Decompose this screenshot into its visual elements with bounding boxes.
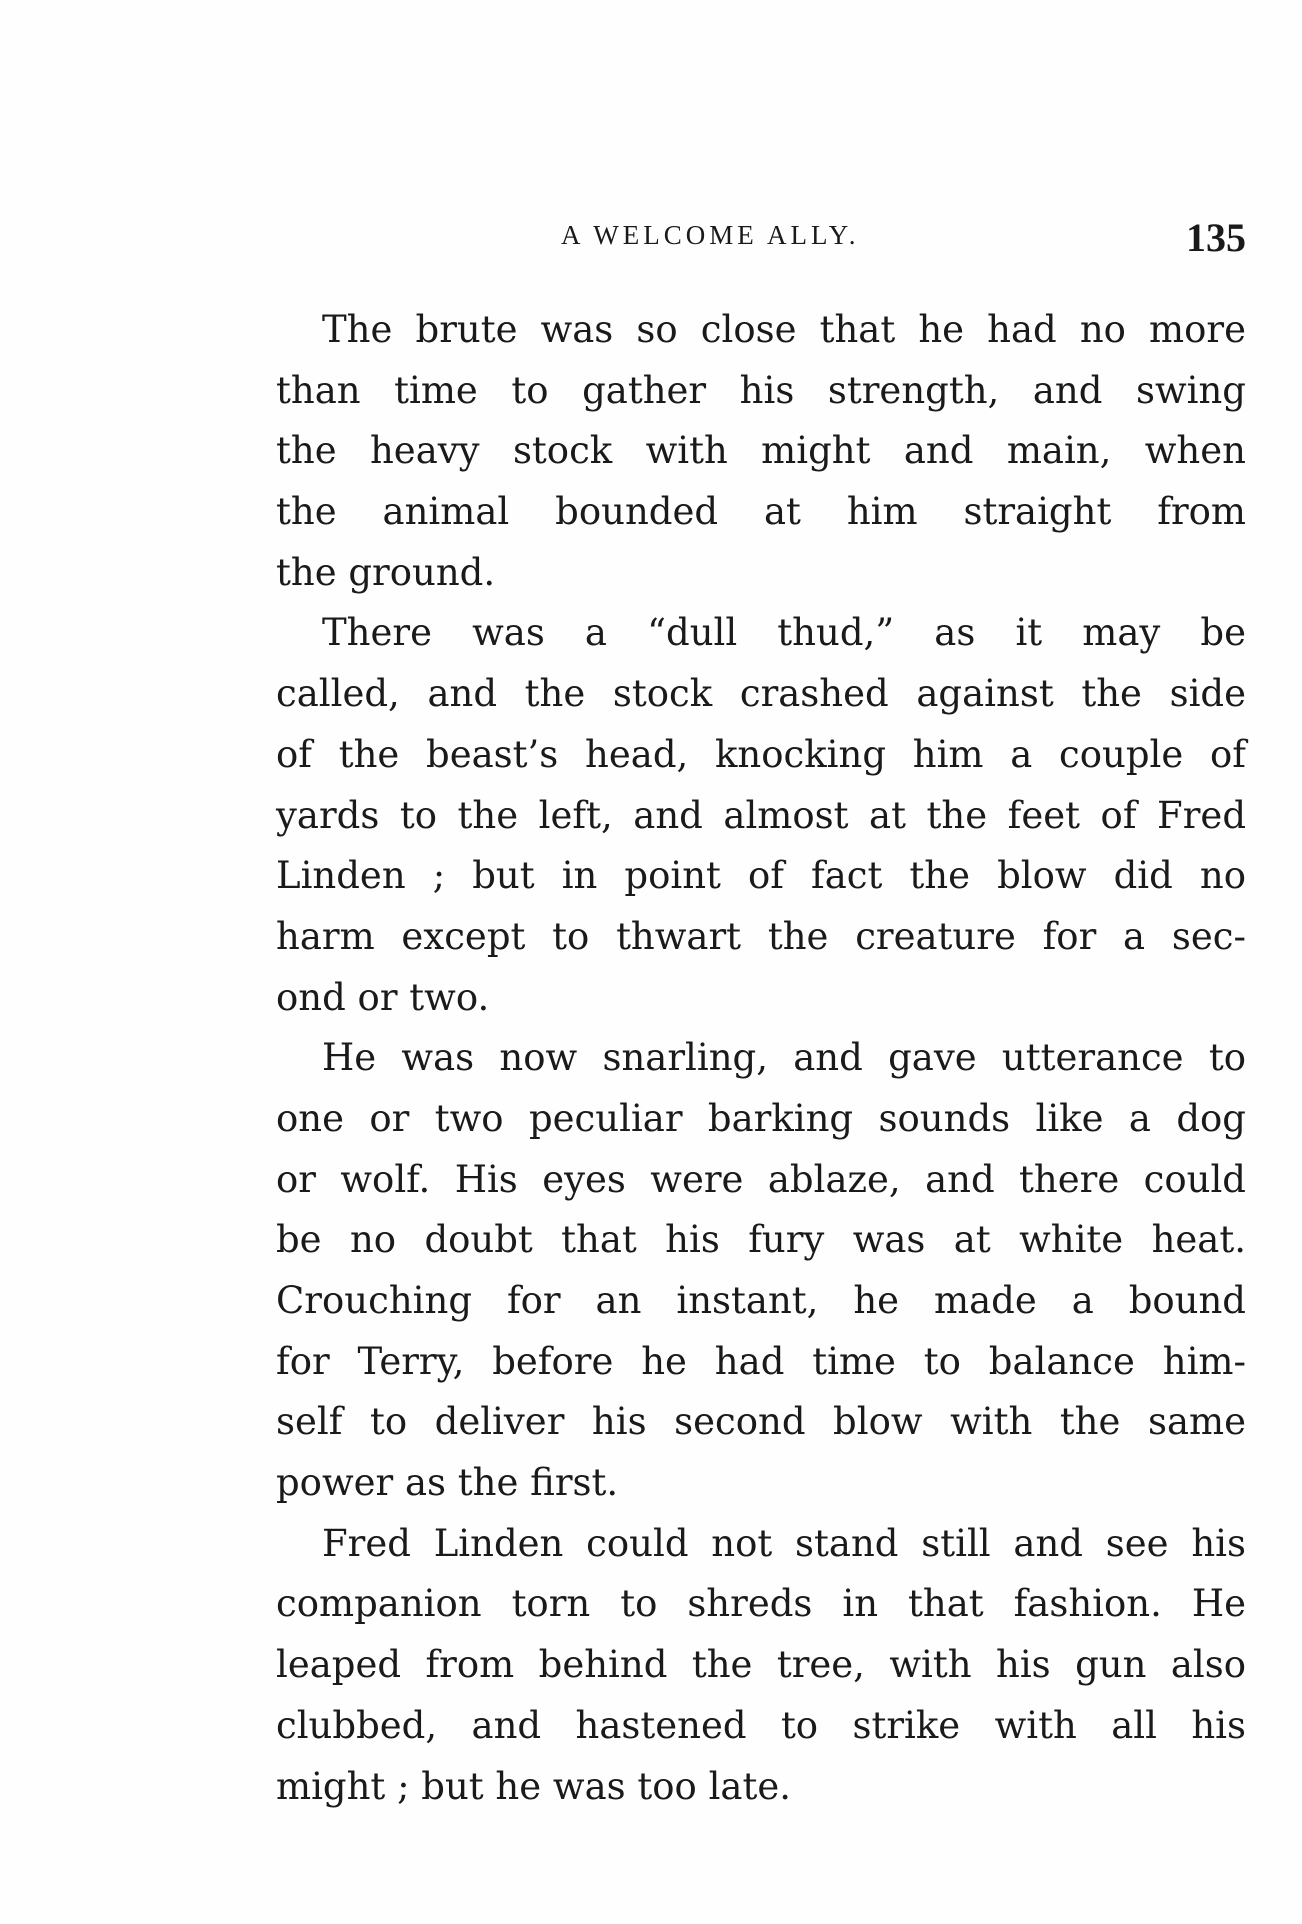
text-line: or wolf. His eyes were ablaze, and there could [276, 1157, 1246, 1201]
running-title: A WELCOME ALLY. [561, 220, 860, 250]
text-line: ond or two. [276, 975, 490, 1019]
text-line: of the beast’s head, knocking him a couple of [276, 732, 1246, 776]
paragraph-4 [276, 1514, 1246, 1817]
text-line: for Terry, before he had time to balance him- [276, 1339, 1246, 1383]
text-line: Linden ; but in point of fact the blow did no [276, 854, 1246, 898]
text-line: yards to the left, and almost at the feet of Fred [276, 793, 1246, 837]
text-line: the heavy stock with might and main, when [276, 429, 1246, 473]
paragraph-1 [276, 300, 1246, 603]
paragraph-2 [276, 603, 1246, 1028]
body-text [276, 300, 1246, 1817]
text-line: might ; but he was too late. [276, 1764, 792, 1808]
text-line: the ground. [276, 550, 496, 594]
text-line: be no doubt that his fury was at white heat. [276, 1218, 1246, 1262]
text-line: companion torn to shreds in that fashion. He [276, 1582, 1246, 1626]
text-line: leaped from behind the tree, with his gun also [276, 1643, 1246, 1687]
text-line: called, and the stock crashed against the side [276, 672, 1246, 716]
text-line: He was now snarling, and gave utterance to [322, 1036, 1246, 1080]
page-number: 135 [1186, 215, 1246, 260]
paragraph-3 [276, 1028, 1246, 1514]
text-line: power as the first. [276, 1461, 619, 1505]
text-line: harm except to thwart the creature for a sec- [276, 914, 1246, 958]
text-line: clubbed, and hastened to strike with all his [276, 1703, 1246, 1747]
text-line: self to deliver his second blow with the same [276, 1400, 1246, 1444]
text-line: one or two peculiar barking sounds like a dog [276, 1096, 1246, 1140]
text-line: The brute was so close that he had no more [322, 308, 1246, 351]
text-line: the animal bounded at him straight from [276, 490, 1246, 534]
text-line: Crouching for an instant, he made a bound [276, 1279, 1246, 1322]
running-head [276, 214, 1246, 264]
text-line: Fred Linden could not stand still and see his [322, 1521, 1246, 1565]
text-line: There was a “dull thud,” as it may be [322, 611, 1246, 655]
text-line: than time to gather his strength, and swing [276, 368, 1246, 412]
